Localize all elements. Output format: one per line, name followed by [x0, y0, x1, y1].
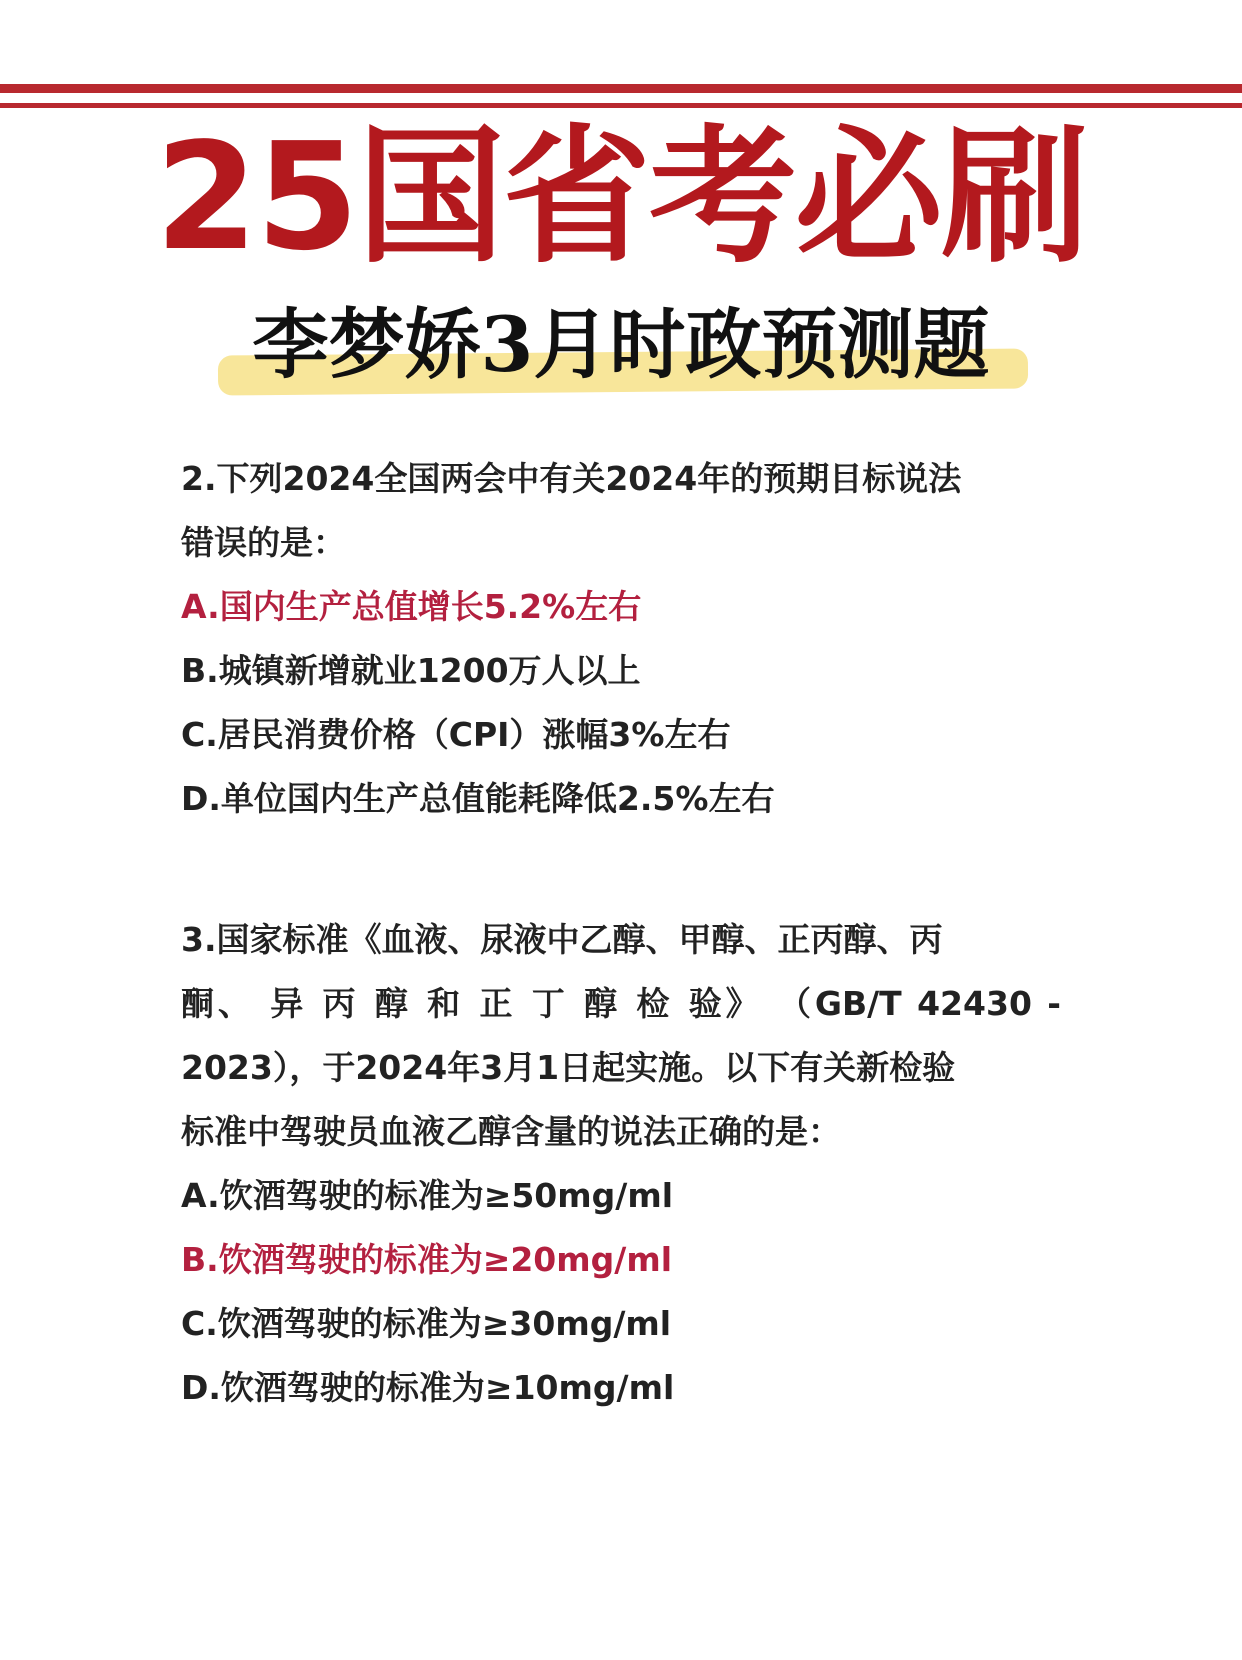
question-stem-line: 酮、 异 丙 醇 和 正 丁 醇 检 验》 （GB/T 42430 -	[181, 984, 1061, 1023]
option-a: A.饮酒驾驶的标准为≥50mg/ml	[181, 1176, 674, 1215]
question-stem-line: 标准中驾驶员血液乙醇含量的说法正确的是：	[181, 1112, 841, 1151]
option-b: B.城镇新增就业1200万人以上	[181, 651, 641, 690]
question-stem-line: 2023），于2024年3月1日起实施。以下有关新检验	[181, 1048, 956, 1087]
top-rule-thin	[0, 103, 1242, 108]
option-b: B.饮酒驾驶的标准为≥20mg/ml	[181, 1240, 673, 1279]
option-a: A.国内生产总值增长5.2%左右	[181, 587, 642, 626]
question-2	[181, 447, 1061, 831]
option-d: D.饮酒驾驶的标准为≥10mg/ml	[181, 1368, 675, 1407]
question-3	[181, 908, 1061, 1420]
question-stem-line: 错误的是：	[181, 523, 346, 562]
option-c: C.饮酒驾驶的标准为≥30mg/ml	[181, 1304, 672, 1343]
option-d: D.单位国内生产总值能耗降低2.5%左右	[181, 779, 775, 818]
question-stem-line: 3.国家标准《血液、尿液中乙醇、甲醇、正丙醇、丙	[181, 920, 943, 959]
question-stem-line: 2.下列2024全国两会中有关2024年的预期目标说法	[181, 459, 962, 498]
option-c: C.居民消费价格（CPI）涨幅3%左右	[181, 715, 731, 754]
top-rule-thick	[0, 84, 1242, 93]
page-subtitle: 李梦娇3月时政预测题	[252, 300, 990, 389]
page-title: 25国省考必刷	[155, 111, 1087, 283]
